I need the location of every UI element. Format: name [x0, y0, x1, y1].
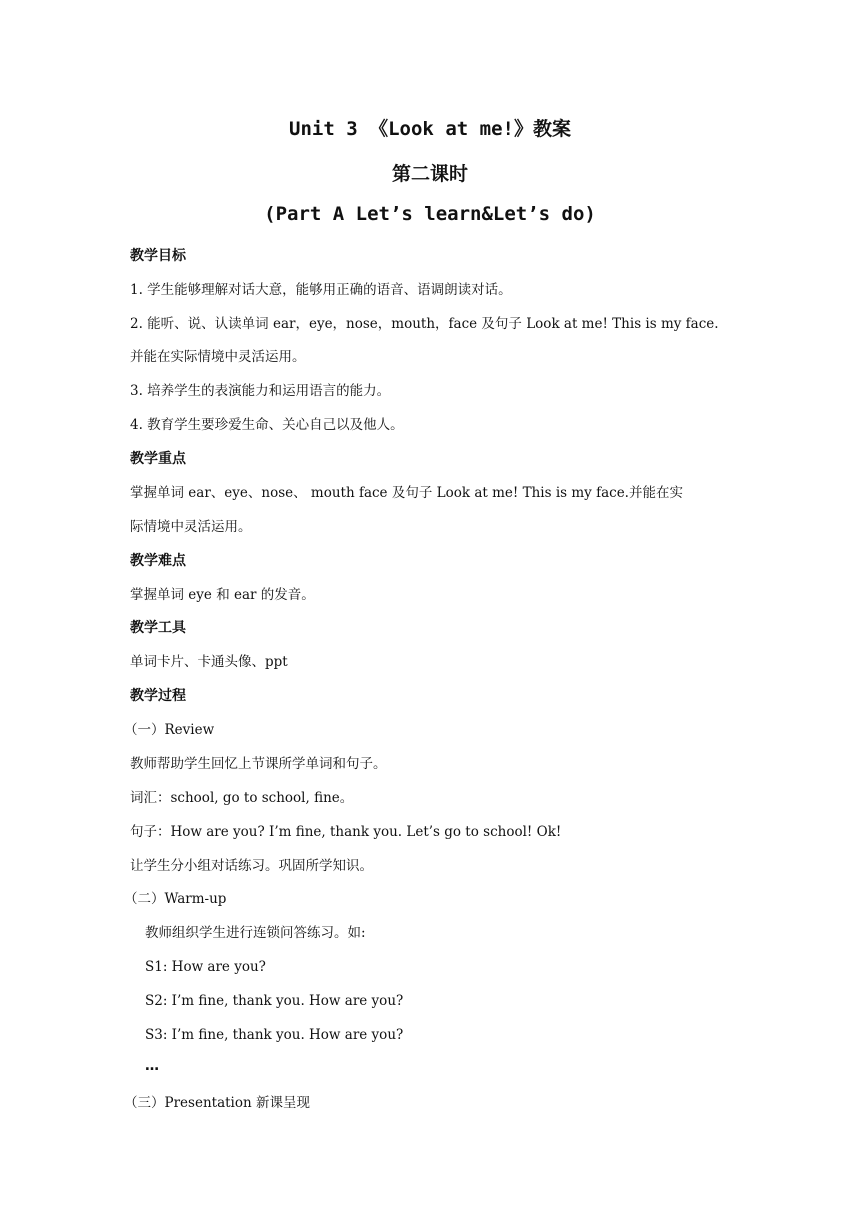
goal-item: 4. 教育学生要珍爱生命、关心自己以及他人。 [130, 417, 404, 433]
presentation-label: （三）Presentation 新课呈现 [124, 1095, 310, 1111]
warmup-line: 教师组织学生进行连锁问答练习。如: [145, 925, 366, 941]
warmup-ellipsis: … [145, 1058, 159, 1074]
difficulties-line: 掌握单词 eye 和 ear 的发音。 [130, 587, 315, 603]
review-vocab-line: 词汇：school, go to school, fine。 [130, 790, 354, 806]
goals-heading: 教学目标 [130, 248, 186, 264]
tools-line: 单词卡片、卡通头像、ppt [130, 654, 288, 670]
document-title: Unit 3 《Look at me!》教案 [289, 118, 571, 140]
keypoints-line: 掌握单词 ear、eye、nose、 mouth face 及句子 Look at me! This is my face.并能在实 [130, 485, 683, 501]
process-heading: 教学过程 [130, 688, 186, 704]
tools-heading: 教学工具 [130, 620, 186, 636]
difficulties-heading: 教学难点 [130, 553, 186, 569]
review-line: 教师帮助学生回忆上节课所学单词和句子。 [130, 756, 387, 772]
lesson-part: (Part A Let’s learn&Let’s do) [264, 203, 596, 225]
goal-item: 1. 学生能够理解对话大意，能够用正确的语音、语调朗读对话。 [130, 282, 512, 298]
keypoints-heading: 教学重点 [130, 451, 186, 467]
review-line: 让学生分小组对话练习。巩固所学知识。 [130, 858, 373, 874]
goal-item: 3. 培养学生的表演能力和运用语言的能力。 [130, 383, 391, 399]
warmup-dialogue-line: S3: I’m fine, thank you. How are you? [145, 1027, 404, 1043]
warmup-dialogue-line: S2: I’m fine, thank you. How are you? [145, 993, 404, 1009]
warmup-dialogue-line: S1: How are you? [145, 959, 266, 975]
goal-item: 2. 能听、说、认读单词 ear，eye，nose，mouth，face 及句子 Look at me! This is my face. [130, 316, 719, 332]
review-label: （一）Review [124, 722, 215, 738]
review-sentence-line: 句子：How are you? I’m fine, thank you. Let’s go to school! Ok! [130, 824, 562, 840]
keypoints-line: 际情境中灵活运用。 [130, 519, 252, 535]
goal-item-continued: 并能在实际情境中灵活运用。 [130, 349, 306, 365]
warmup-label: （二）Warm-up [124, 891, 227, 907]
lesson-number: 第二课时 [391, 163, 468, 185]
